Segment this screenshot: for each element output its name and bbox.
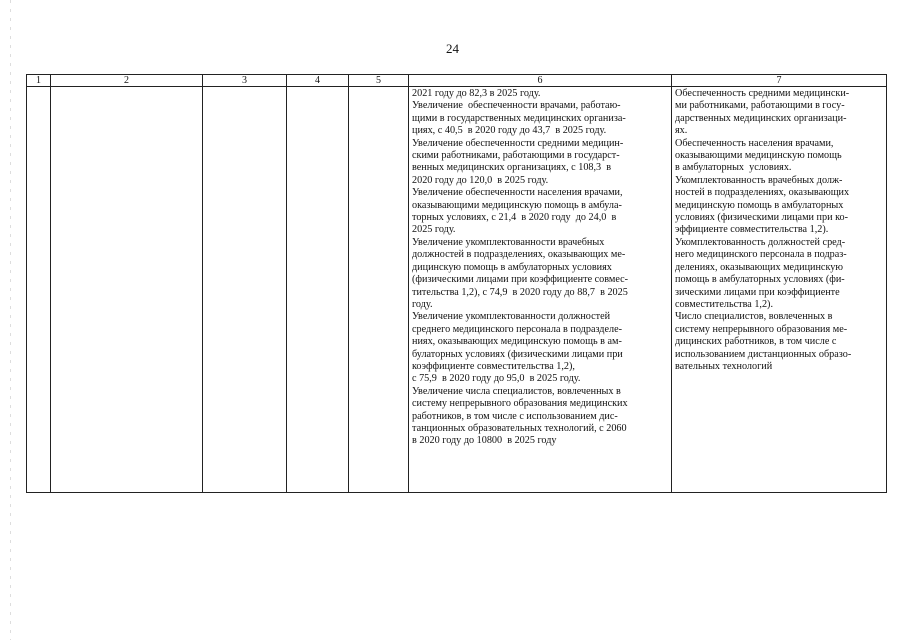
col6-line: булаторных условиях (физическими лицами при: [412, 348, 623, 360]
col7-line: Число специалистов, вовлеченных в: [675, 311, 833, 323]
cell-col-2: [51, 87, 203, 493]
col7-line: оказывающими медицинскую помощь: [675, 150, 842, 162]
column-header-6: 6: [409, 75, 672, 87]
col6-line: Увеличение обеспеченности врачами, работаю-: [412, 100, 621, 112]
col7-line: Обеспеченность населения врачами,: [675, 137, 834, 149]
cell-col-5: [349, 87, 409, 493]
col6-line: торных условиях, с 21,4 в 2020 году до 24,0 в: [412, 212, 617, 224]
col6-line: в 2020 году до 10800 в 2025 году: [412, 435, 557, 447]
col7-line: совместительства 1,2).: [675, 298, 773, 310]
col7-line: медицинскую помощь в амбулаторных: [675, 199, 844, 211]
cell-col-4: [287, 87, 349, 493]
cell-col-6: [409, 87, 672, 493]
col7-line: дарственных медицинских организаци-: [675, 112, 847, 124]
cell-col-1: [27, 87, 51, 493]
col6-line: 2025 году.: [412, 224, 456, 236]
column-header-5: 5: [349, 75, 409, 87]
col7-line: условиях (физическими лицами при ко-: [675, 212, 848, 224]
column-header-3: 3: [203, 75, 287, 87]
col6-line: 2021 году до 82,3 в 2025 году.: [412, 88, 541, 99]
scan-edge-mark: [10, 0, 11, 640]
col6-line: с 75,9 в 2020 году до 95,0 в 2025 году.: [412, 373, 581, 385]
col7-line: зическими лицами при коэффициенте: [675, 286, 840, 298]
col6-line: Увеличение укомплектованности должностей: [412, 311, 611, 323]
col6-line: танционных образовательных технологий, с 2060: [412, 422, 627, 434]
cell-col-3: [203, 87, 287, 493]
col7-line: него медицинского персонала в подраз-: [675, 249, 847, 261]
col7-line: дицинских работников, в том числе с: [675, 336, 837, 348]
col7-line: Обеспеченность средними медицински-: [675, 88, 850, 99]
col6-line: среднего медицинского персонала в подразделе-: [412, 323, 623, 335]
column-header-7: 7: [672, 75, 887, 87]
cell-col-7: [672, 87, 887, 493]
col6-line: работников, в том числе с использованием дис-: [412, 410, 618, 422]
col6-line: коэффициенте совместительства 1,2),: [412, 360, 575, 372]
col6-line: скими работниками, работающими в государст-: [412, 150, 620, 162]
indicators-table: [26, 74, 887, 493]
col6-line: 2020 году до 120,0 в 2025 году.: [412, 174, 549, 186]
col6-line: оказывающими медицинскую помощь в амбула-: [412, 199, 622, 211]
col7-line: эффициенте совместительства 1,2).: [675, 224, 829, 236]
col6-line: году.: [412, 298, 433, 310]
col7-line: ях.: [675, 125, 688, 137]
column-header-2: 2: [51, 75, 203, 87]
col6-line: циях, с 40,5 в 2020 году до 43,7 в 2025 году.: [412, 125, 607, 137]
column-header-4: 4: [287, 75, 349, 87]
col7-line: Укомплектованность должностей сред-: [675, 236, 846, 248]
col7-line: Укомплектованность врачебных долж-: [675, 174, 843, 186]
col6-line: венных медицинских организациях, с 108,3 в: [412, 162, 612, 174]
table-row: [27, 87, 887, 493]
col7-line: систему непрерывного образования ме-: [675, 323, 848, 335]
col6-line: должностей в подразделениях, оказывающих ме-: [412, 249, 626, 261]
col7-line: ми работниками, работающими в госу-: [675, 100, 845, 112]
col6-line: Увеличение обеспеченности населения врачами,: [412, 187, 623, 199]
col6-line: дицинскую помощь в амбулаторных условиях: [412, 261, 612, 273]
col7-line: использованием дистанционных образо-: [675, 348, 852, 360]
col7-line: делениях, оказывающих медицинскую: [675, 261, 843, 273]
col7-line: помощь в амбулаторных условиях (фи-: [675, 274, 845, 286]
page-number: 24: [446, 41, 459, 56]
column-header-1: 1: [27, 75, 51, 87]
col7-line: в амбулаторных условиях.: [675, 162, 792, 174]
col6-line: Увеличение обеспеченности средними медицин-: [412, 137, 624, 149]
col6-line: Увеличение числа специалистов, вовлеченных в: [412, 385, 621, 397]
col7-line: ностей в подразделениях, оказывающих: [675, 187, 850, 199]
indicators-text: [672, 87, 886, 373]
col6-line: (физическими лицами при коэффициенте совмес-: [412, 274, 629, 286]
col7-line: вательных технологий: [675, 360, 773, 372]
col6-line: систему непрерывного образования медицинских: [412, 398, 628, 410]
table-header-row: [27, 75, 887, 87]
col6-line: тительства 1,2), с 74,9 в 2020 году до 88,7 в 2025: [412, 286, 628, 298]
col6-line: щими в государственных медицинских организа-: [412, 112, 626, 124]
col6-line: ниях, оказывающих медицинскую помощь в ам-: [412, 336, 622, 348]
planned-results-text: [409, 87, 671, 448]
col6-line: Увеличение укомплектованности врачебных: [412, 236, 605, 248]
